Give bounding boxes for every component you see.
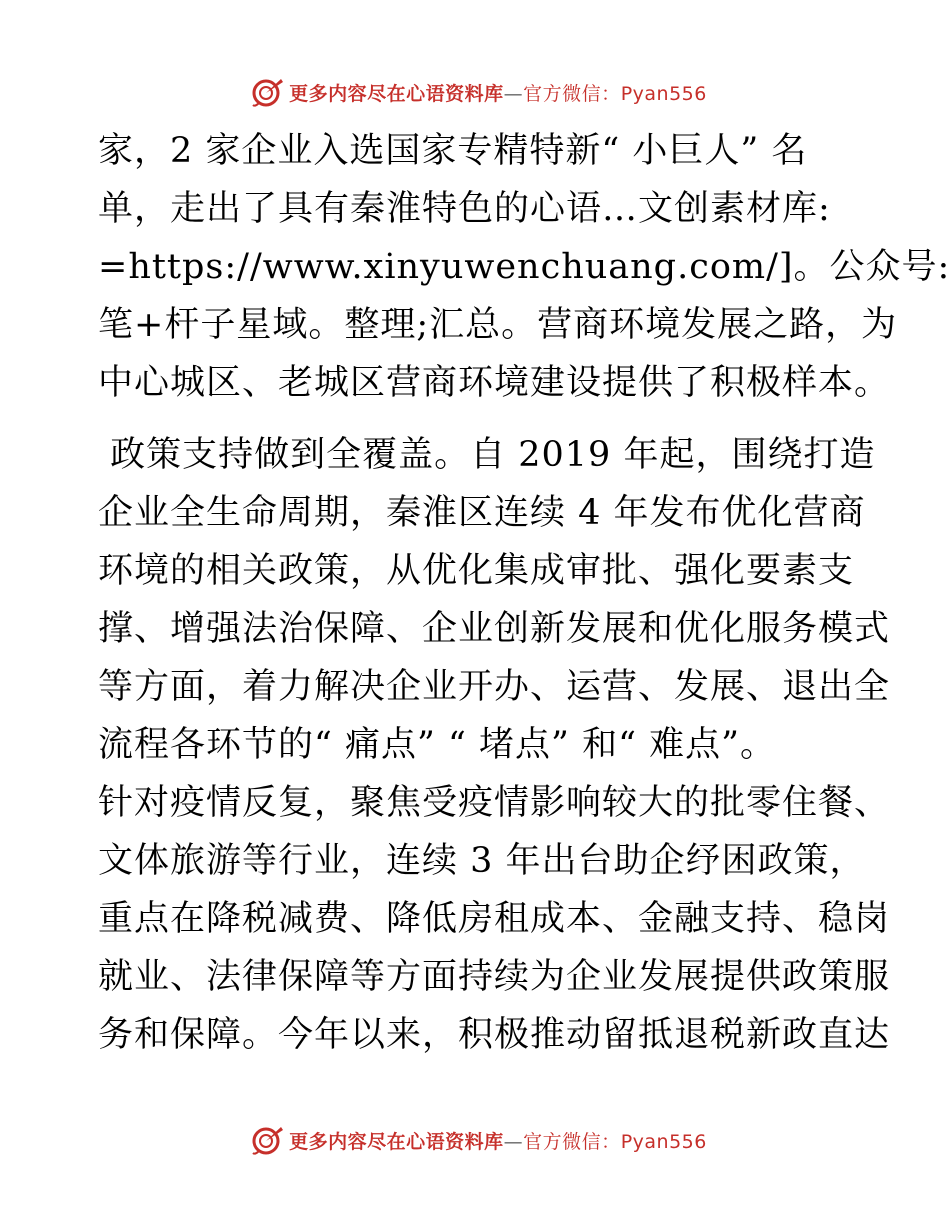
header-banner-inner xyxy=(243,75,707,109)
text-line: 政策支持做到全覆盖。自 2019 年起，围绕打造 xyxy=(98,435,876,475)
text-line: 环境的相关政策，从优化集成审批、强化要素支 xyxy=(98,551,855,591)
paragraph-1 xyxy=(98,122,950,412)
text-line: 笔+杆子星域。整理;汇总。营商环境发展之路，为 xyxy=(98,305,898,345)
text-line: 单，走出了具有秦淮特色的心语…文创素材库: xyxy=(98,189,831,229)
text-line: 等方面，着力解决企业开办、运营、发展、退出全 xyxy=(98,667,891,707)
header-banner-title: 更多内容尽在心语资料库 xyxy=(289,82,504,105)
paragraph-2 xyxy=(98,426,891,1064)
header-banner-account-label: 官方微信 xyxy=(523,82,602,105)
text-line: 流程各环节的“ 痛点” “ 堵点” 和“ 难点”。 xyxy=(98,725,776,765)
footer-banner-account-id: Pyan556 xyxy=(620,1130,707,1153)
pen-quill-icon xyxy=(251,75,285,109)
text-line: 务和保障。今年以来，积极推动留抵退税新政直达 xyxy=(98,1015,891,1055)
footer-banner-inner xyxy=(243,1123,707,1157)
footer-banner-separator: — xyxy=(503,1130,524,1153)
footer-banner xyxy=(0,1118,950,1162)
header-banner xyxy=(0,70,950,114)
text-line: 文体旅游等行业，连续 3 年出台助企纾困政策， xyxy=(98,841,866,881)
footer-banner-colon: ： xyxy=(601,1130,621,1153)
pen-quill-icon xyxy=(251,1123,285,1157)
text-line: 中心城区、老城区营商环境建设提供了积极样本。 xyxy=(98,363,891,403)
text-line: 针对疫情反复，聚焦受疫情影响较大的批零住餐、 xyxy=(98,783,891,823)
paragraph-gap xyxy=(98,412,858,426)
header-banner-colon: ： xyxy=(601,82,621,105)
text-line: 重点在降税减费、降低房租成本、金融支持、稳岗 xyxy=(98,899,891,939)
text-line: 就业、法律保障等方面持续为企业发展提供政策服 xyxy=(98,957,891,997)
text-line: 撑、增强法治保障、企业创新发展和优化服务模式 xyxy=(98,609,891,649)
footer-banner-text xyxy=(289,1127,707,1154)
header-banner-account-id: Pyan556 xyxy=(620,82,707,105)
header-banner-text xyxy=(289,79,707,106)
footer-banner-account-label: 官方微信 xyxy=(523,1130,602,1153)
text-line: 企业全生命周期，秦淮区连续 4 年发布优化营商 xyxy=(98,493,866,533)
text-line: =https://www.xinyuwenchuang.com/]。公众号: xyxy=(98,247,950,287)
text-line: 家，2 家企业入选国家专精特新“ 小巨人” 名 xyxy=(98,131,808,171)
footer-banner-title: 更多内容尽在心语资料库 xyxy=(289,1130,504,1153)
header-banner-separator: — xyxy=(503,82,524,105)
document-body xyxy=(98,122,950,1064)
